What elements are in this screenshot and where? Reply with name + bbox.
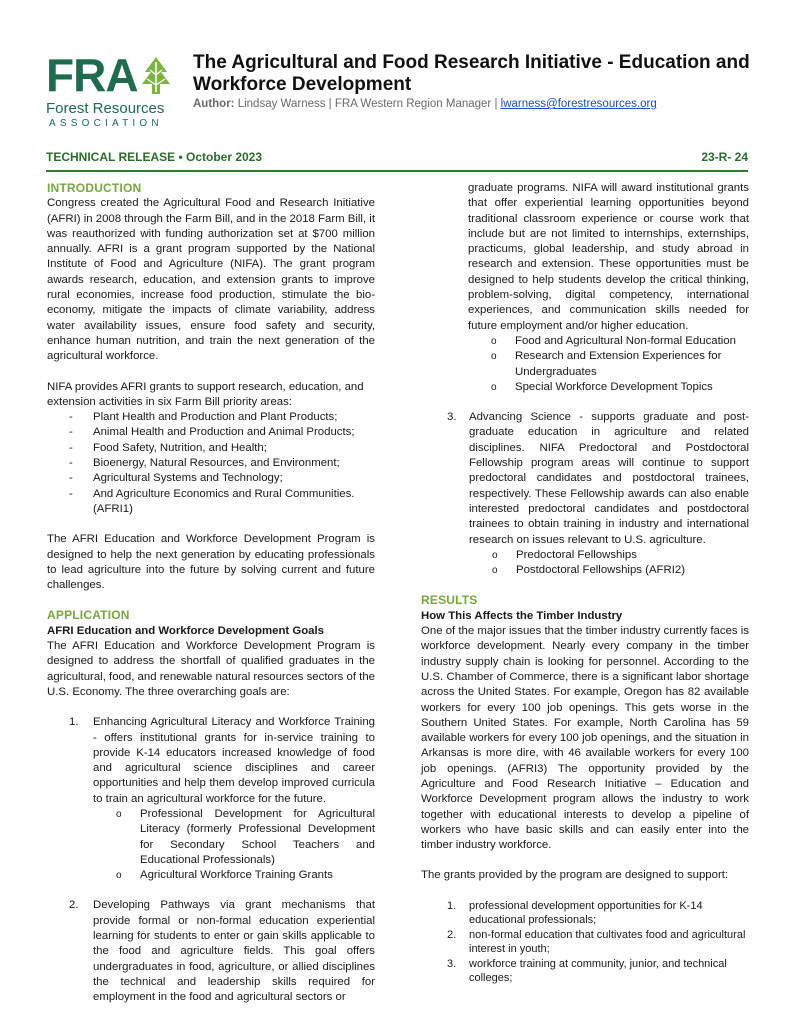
timber-subheading: How This Affects the Timber Industry <box>421 609 623 622</box>
right-column <box>421 181 749 986</box>
goal-3-list <box>421 410 749 578</box>
results-paragraph-2: The grants provided by the program are designed to support: <box>421 869 729 882</box>
author-email-link[interactable]: lwarness@forestresources.org <box>500 98 657 110</box>
left-column <box>47 181 375 1006</box>
list-item: o Postdoctoral Fellowships (AFRI2) <box>492 564 686 577</box>
list-item: 3. workforce training at community, junior, and technical colleges; <box>447 957 727 985</box>
list-item: o Professional Development for Agricultural Literacy (formerly Professional Development for Secondary School Teachers and Educational Professionals) <box>116 807 375 866</box>
intro-paragraph-3: The AFRI Education and Workforce Development Program is designed to help the next generation by educating professionals to lead agriculture into the future by solving current and future challenges. <box>47 533 375 592</box>
list-item: 1. Enhancing Agricultural Literacy and Workforce Training - offers institutional grants for in-service training to provide K-14 educators increased knowledge of food and agricultural science disciplines and career opportunities and help them develop improved curricula to train an agricultural workforce for the future. o Professional Development for Agricultural Literacy (formerly Professional Development for Secondary School Teachers and Educational Professionals) o Agricultural Workforce Training Grants <box>47 715 375 883</box>
list-item: o Agricultural Workforce Training Grants <box>116 869 333 882</box>
list-item: o Food and Agricultural Non-formal Education <box>491 334 736 347</box>
list-item: o Special Workforce Development Topics <box>491 380 713 393</box>
goals-subheading: AFRI Education and Workforce Development Goals <box>47 624 325 637</box>
release-code: 23-R- 24 <box>701 150 748 164</box>
intro-paragraph-1: Congress created the Agricultural Food and Research Initiative (AFRI) in 2008 through the Farm Bill, and in the 2018 Farm Bill, it was reauthorized with funding authorization set at $700 million annually. AFRI is a grant program supported by the National Institute of Food and Agriculture (NIFA). The grant program awards research, education, and extension grants to improve rural economies, increase food production, stimulate the bio-economy, mitigate the impacts of climate variability, address water availability issues, ensure food safety and security, enhance human nutrition, and train the next generation of the agricultural workforce. <box>47 197 375 363</box>
author-label: Author: <box>193 98 235 110</box>
list-item: - And Agriculture Economics and Rural Communities. (AFRI1) <box>69 487 355 515</box>
list-item: o Predoctoral Fellowships <box>492 548 637 561</box>
goal-2-continued: graduate programs. NIFA will award institutional grants that offer experiential learning opportunities beyond traditional classroom experience or course work that include but are not limited to internships, externships, practicums, global leadership, and study abroad in research and extension. These opportunities must be designed to help students develop the critical thinking, problem-solving, digital competency, international experiences, and communication skills needed for future employment and/or higher education. <box>468 182 749 332</box>
intro-paragraph-2: NIFA provides AFRI grants to support research, education, and extension activities in six Farm Bill priority areas: <box>47 380 364 408</box>
list-item: - Animal Health and Production and Animal Products; <box>69 426 355 439</box>
list-item: - Food Safety, Nutrition, and Health; <box>69 441 267 454</box>
goals-list <box>47 715 375 1005</box>
application-paragraph: The AFRI Education and Workforce Development Program is designed to address the shortfall of qualified graduates in the agricultural, food, and renewable natural resources sectors of the U.S. Economy. The three overarching goals are: <box>47 640 375 698</box>
list-item: 2. Developing Pathways via grant mechanisms that provide formal or non-formal education experiential learning for students to enter or gain skills applicable to the food and agriculture fields. This goal offers undergraduates in food, agriculture, or allied disciplines the technical and leadership skills required for employment in the food and agricultural sectors or <box>69 899 375 1004</box>
results-paragraph-1: One of the major issues that the timber industry currently faces is workforce development. Nearly every company in the timber industry supply chain is looking for personnel. According to the U.S. Chamber of Commerce, there is a significant labor shortage across the United States. For example, Oregon has 82 available workers for every 100 job openings. This gets worse in the Southern United States. For example, North Carolina has 59 available workers for every 100 job openings, and the situation in Arkansas is more dire, with 46 available workers for every 100 job openings. (AFRI3) The opportunity provided by the Agriculture and Food Research Initiative – Education and Workforce Development program allows the industry to work together with educational interests to develop a pipeline of workers who have basic skills and can easily enter into the timber industry workforce. <box>421 625 749 852</box>
list-item: 3. Advancing Science - supports graduate and post-graduate education in agriculture and related disciplines. NIFA Predoctoral and Postdoctoral Fellowship program areas will continue to support predoctoral candidates and postdoctoral trainees, respectively. These Fellowship awards can also enable interested predoctoral candidates and postdoctoral trainees to obtain training in industry and international research on issues relevant to U.S. agriculture. o Predoctoral Fellowships o Postdoctoral Fellowships (AFRI2) <box>421 410 749 578</box>
list-item: - Plant Health and Production and Plant Products; <box>69 411 338 424</box>
logo-letters: FRA <box>46 49 138 101</box>
results-heading: RESULTS <box>421 593 478 608</box>
list-item: 1. professional development opportunities for K-14 educational professionals; <box>447 899 703 927</box>
author-line <box>193 98 657 110</box>
priority-areas-list <box>47 410 375 517</box>
list-item: 2. non-formal education that cultivates food and agricultural interest in youth; <box>447 928 746 956</box>
list-item: - Agricultural Systems and Technology; <box>69 472 283 485</box>
goal-2-sublist <box>468 334 749 395</box>
pine-tree-icon <box>140 56 172 96</box>
release-label: TECHNICAL RELEASE • October 2023 <box>46 150 263 164</box>
list-item: o Research and Extension Experiences for Undergraduates <box>491 350 722 378</box>
logo-association: ASSOCIATION <box>49 118 163 129</box>
introduction-heading: INTRODUCTION <box>47 181 142 195</box>
supports-list <box>421 899 749 986</box>
page-title: The Agricultural and Food Research Initiative - Education and Workforce Development <box>193 52 750 95</box>
application-heading: APPLICATION <box>47 608 130 623</box>
author-text: Lindsay Warness | FRA Western Region Manager | <box>234 98 501 110</box>
logo-forest-resources: Forest Resources <box>46 100 165 117</box>
list-item: - Bioenergy, Natural Resources, and Environment; <box>69 457 340 470</box>
header-divider <box>46 170 748 172</box>
fra-logo <box>46 49 174 132</box>
